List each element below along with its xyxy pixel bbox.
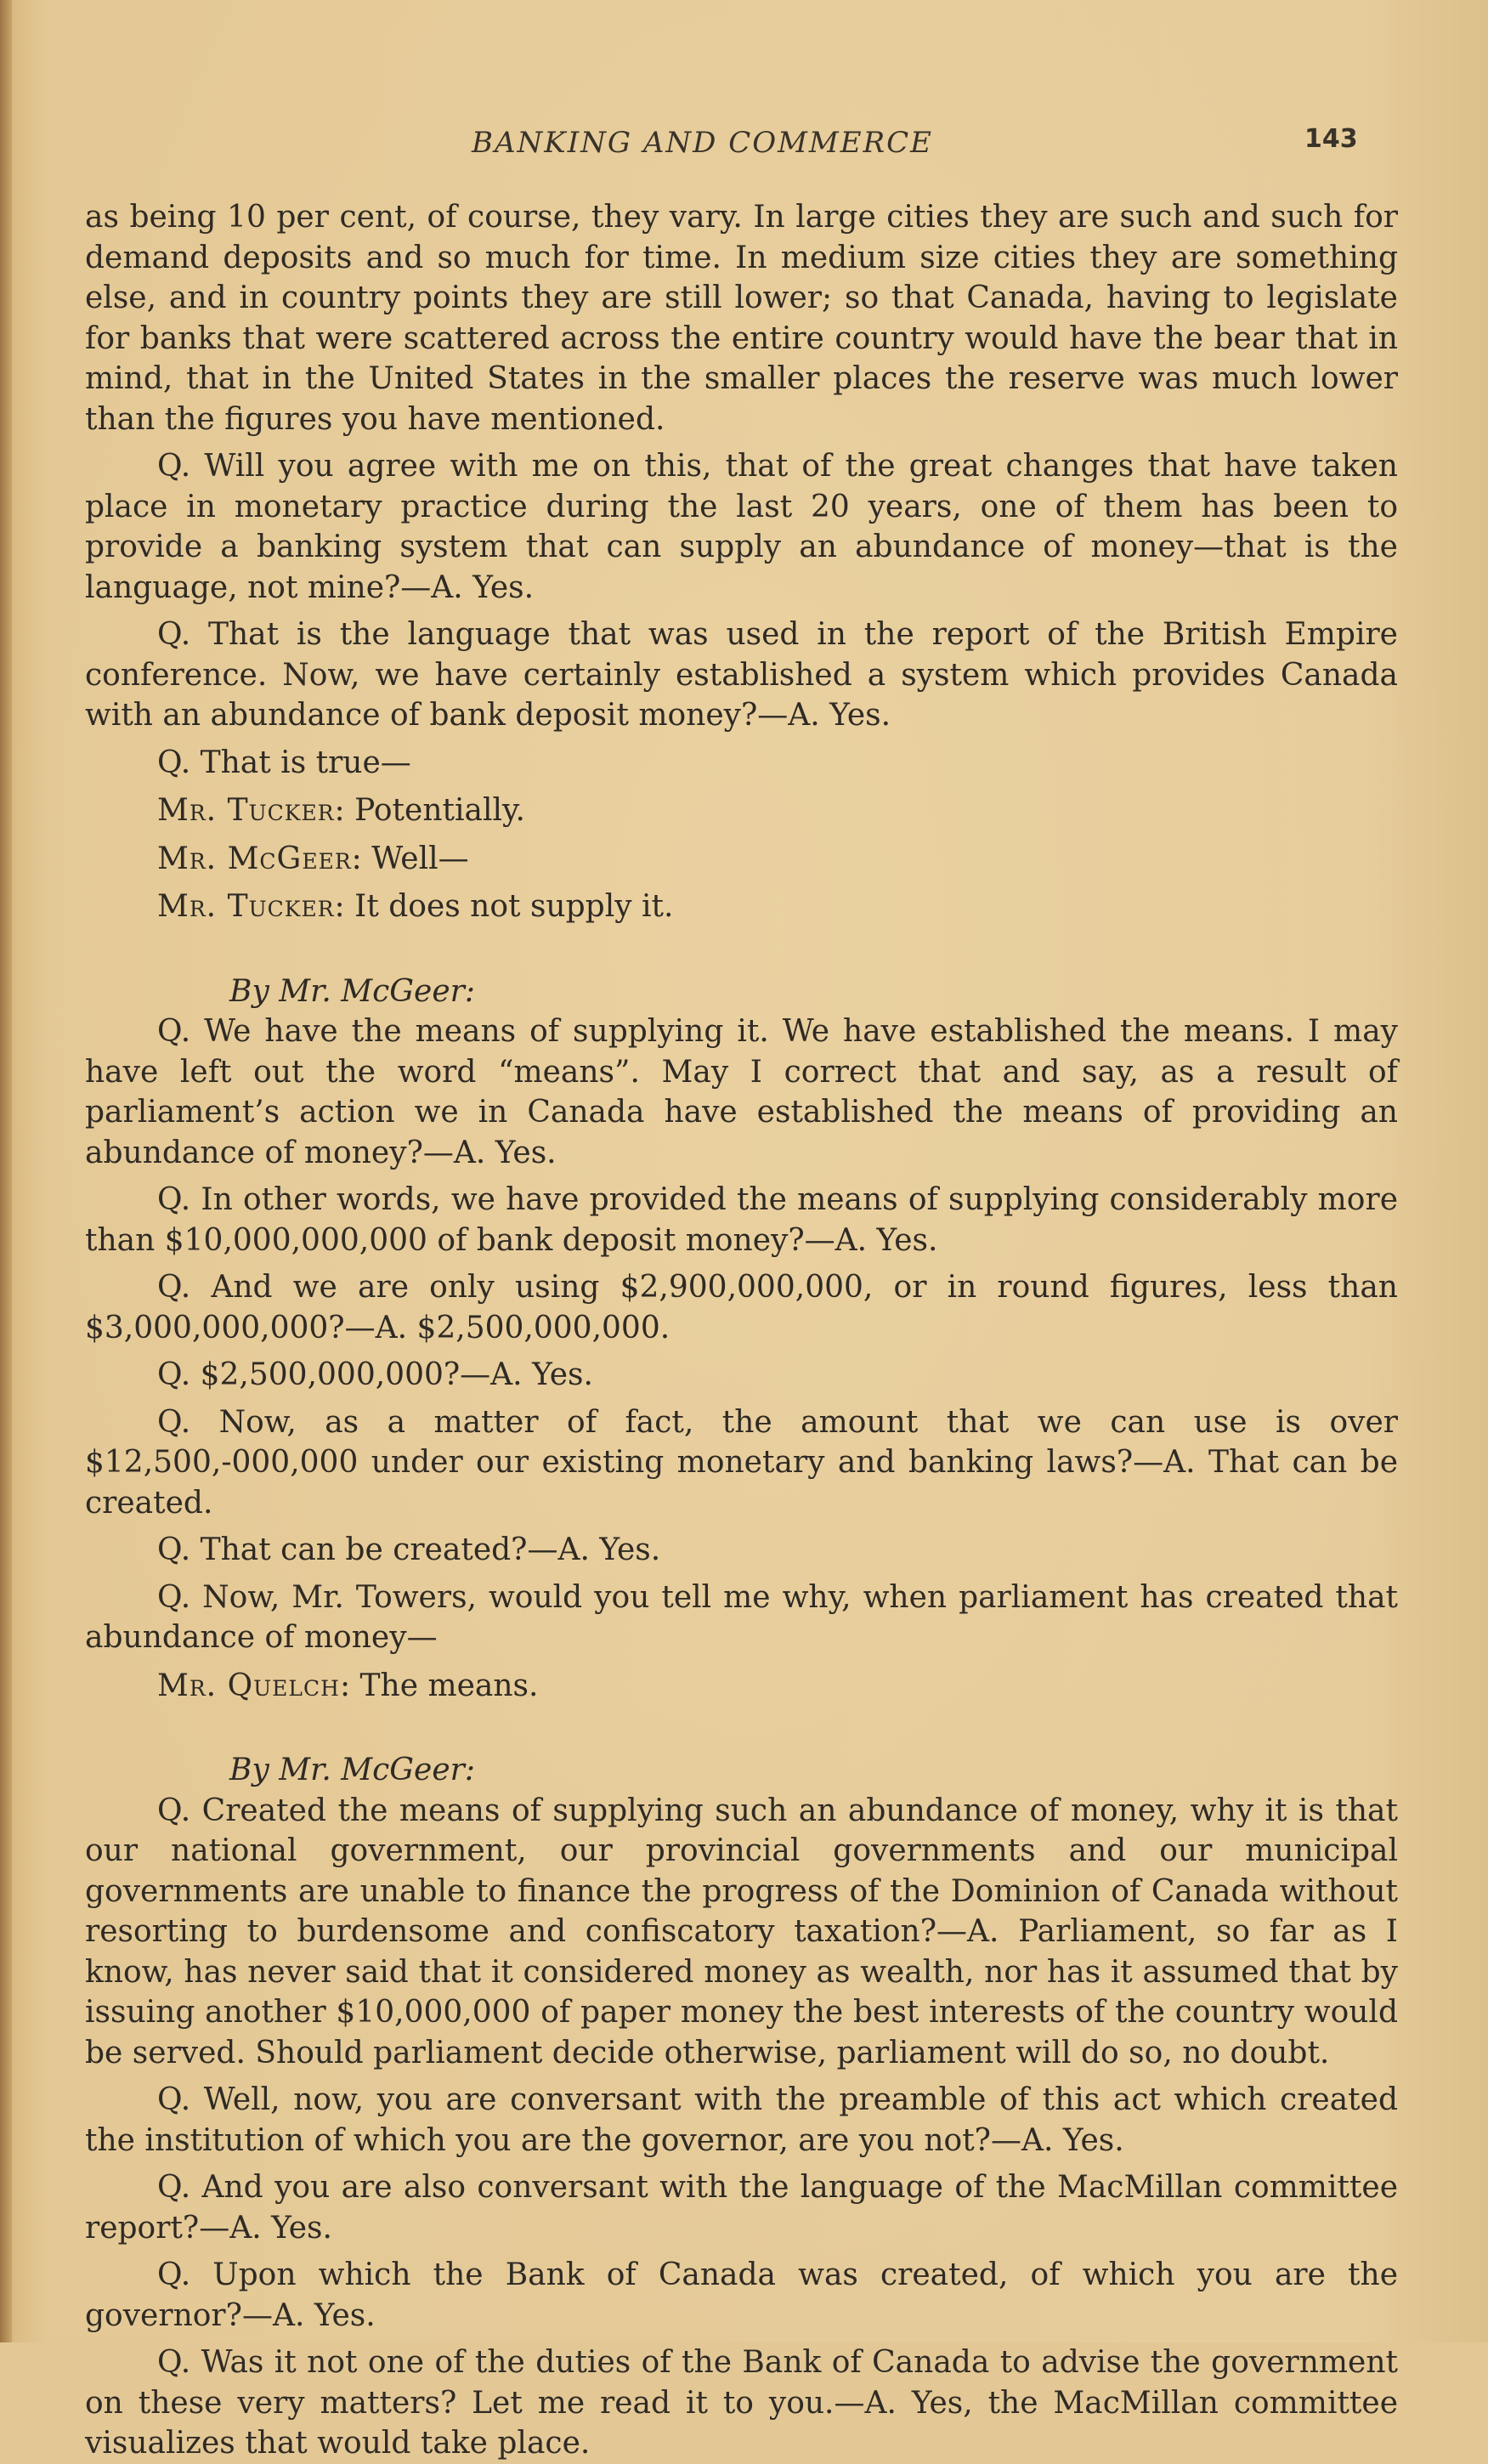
question-paragraph: Q. Now, as a matter of fact, the amount that we can use is over $12,500,-000,000 under our existing monetary and banking laws?—A. That can be created. [85, 1404, 1398, 1521]
section-heading: By Mr. McGeer: [229, 973, 475, 1009]
speaker-line [85, 790, 1398, 831]
speaker-text: : The means. [339, 1668, 539, 1703]
question-paragraph: Q. That can be created?—A. Yes. [157, 1532, 661, 1567]
speaker-text: : It does not supply it. [334, 889, 674, 924]
speaker-name: Mr. Tucker [157, 889, 335, 924]
question-paragraph: Q. In other words, we have provided the means of supplying considerably more than $10,000,000,000 of bank deposit money?—A. Yes. [85, 1182, 1398, 1258]
question-paragraph: Q. Well, now, you are conversant with the preamble of this act which created the institution of which you are the governor, are you not?—A. Yes. [85, 2082, 1398, 2158]
book-spine-shadow [0, 0, 12, 2342]
question-paragraph: Q. Upon which the Bank of Canada was created, of which you are the governor?—A. Yes. [85, 2257, 1398, 2333]
page-number: 143 [1304, 124, 1358, 154]
question-paragraph: Q. That is the language that was used in the report of the British Empire conference. Now, we have certainly established a system which provides Canada with an abundance of bank deposit money?—A. Yes. [85, 617, 1398, 733]
speaker-name: Mr. Quelch [157, 1668, 340, 1703]
speaker-line [85, 839, 1398, 880]
question-paragraph: Q. That is true— [157, 745, 411, 780]
question-paragraph: Q. Now, Mr. Towers, would you tell me why, when parliament has created that abundance of money— [85, 1579, 1398, 1655]
speaker-name: Mr. McGeer [157, 841, 352, 876]
question-paragraph: Q. $2,500,000,000?—A. Yes. [157, 1357, 593, 1392]
speaker-line [85, 886, 1398, 927]
question-paragraph: Q. Created the means of supplying such an abundance of money, why it is that our national government, our provincial governments and our municipal governments are unable to finance the progress of the Dominion of Canada without resorting to burdensome and confiscatory taxation?—A. Parliament, so far as I know, has never said that it considered money as wealth, nor has it assumed that by issuing another $10,000,000 of paper money the best interests of the country would be served. Should parliament decide otherwise, parliament will do so, no doubt. [85, 1793, 1398, 2070]
question-paragraph: Q. Will you agree with me on this, that of the great changes that have taken place in monetary practice during the last 20 years, one of them has been to provide a banking system that can supply an abundance of money—that is the language, not mine?—A. Yes. [85, 449, 1398, 605]
section-heading: By Mr. McGeer: [229, 1753, 475, 1787]
question-paragraph: Q. We have the means of supplying it. We have established the means. I may have left out the word “means”. May I correct that and say, as a result of parliament’s action we in Canada have established the means of providing an abundance of money?—A. Yes. [85, 1014, 1398, 1170]
paragraph-continuation: as being 10 per cent, of course, they vary. In large cities they are such and such for demand deposits and so much for time. In medium size cities they are something else, and in country points they are still lower; so that Canada, having to legislate for banks that were scattered across the entire country would have the bear that in mind, that in the United States in the smaller places the reserve was much lower than the figures you have mentioned. [85, 200, 1398, 437]
question-paragraph: Q. And we are only using $2,900,000,000, or in round figures, less than $3,000,000,000?—A. $2,500,000,000. [85, 1270, 1398, 1345]
speaker-line [85, 1666, 1398, 1707]
speaker-name: Mr. Tucker [157, 793, 335, 828]
speaker-text: : Potentially. [334, 793, 525, 828]
body-text [85, 197, 1398, 2464]
question-paragraph: Q. Was it not one of the duties of the Bank of Canada to advise the government on these very matters? Let me read it to you.—A. Yes, the MacMillan committee visualizes that would take place. [85, 2345, 1398, 2461]
running-head: BANKING AND COMMERCE [472, 126, 933, 160]
page-header [0, 126, 1488, 168]
speaker-text: : Well— [351, 841, 469, 876]
question-paragraph: Q. And you are also conversant with the language of the MacMillan committee report?—A. Yes. [85, 2170, 1398, 2246]
